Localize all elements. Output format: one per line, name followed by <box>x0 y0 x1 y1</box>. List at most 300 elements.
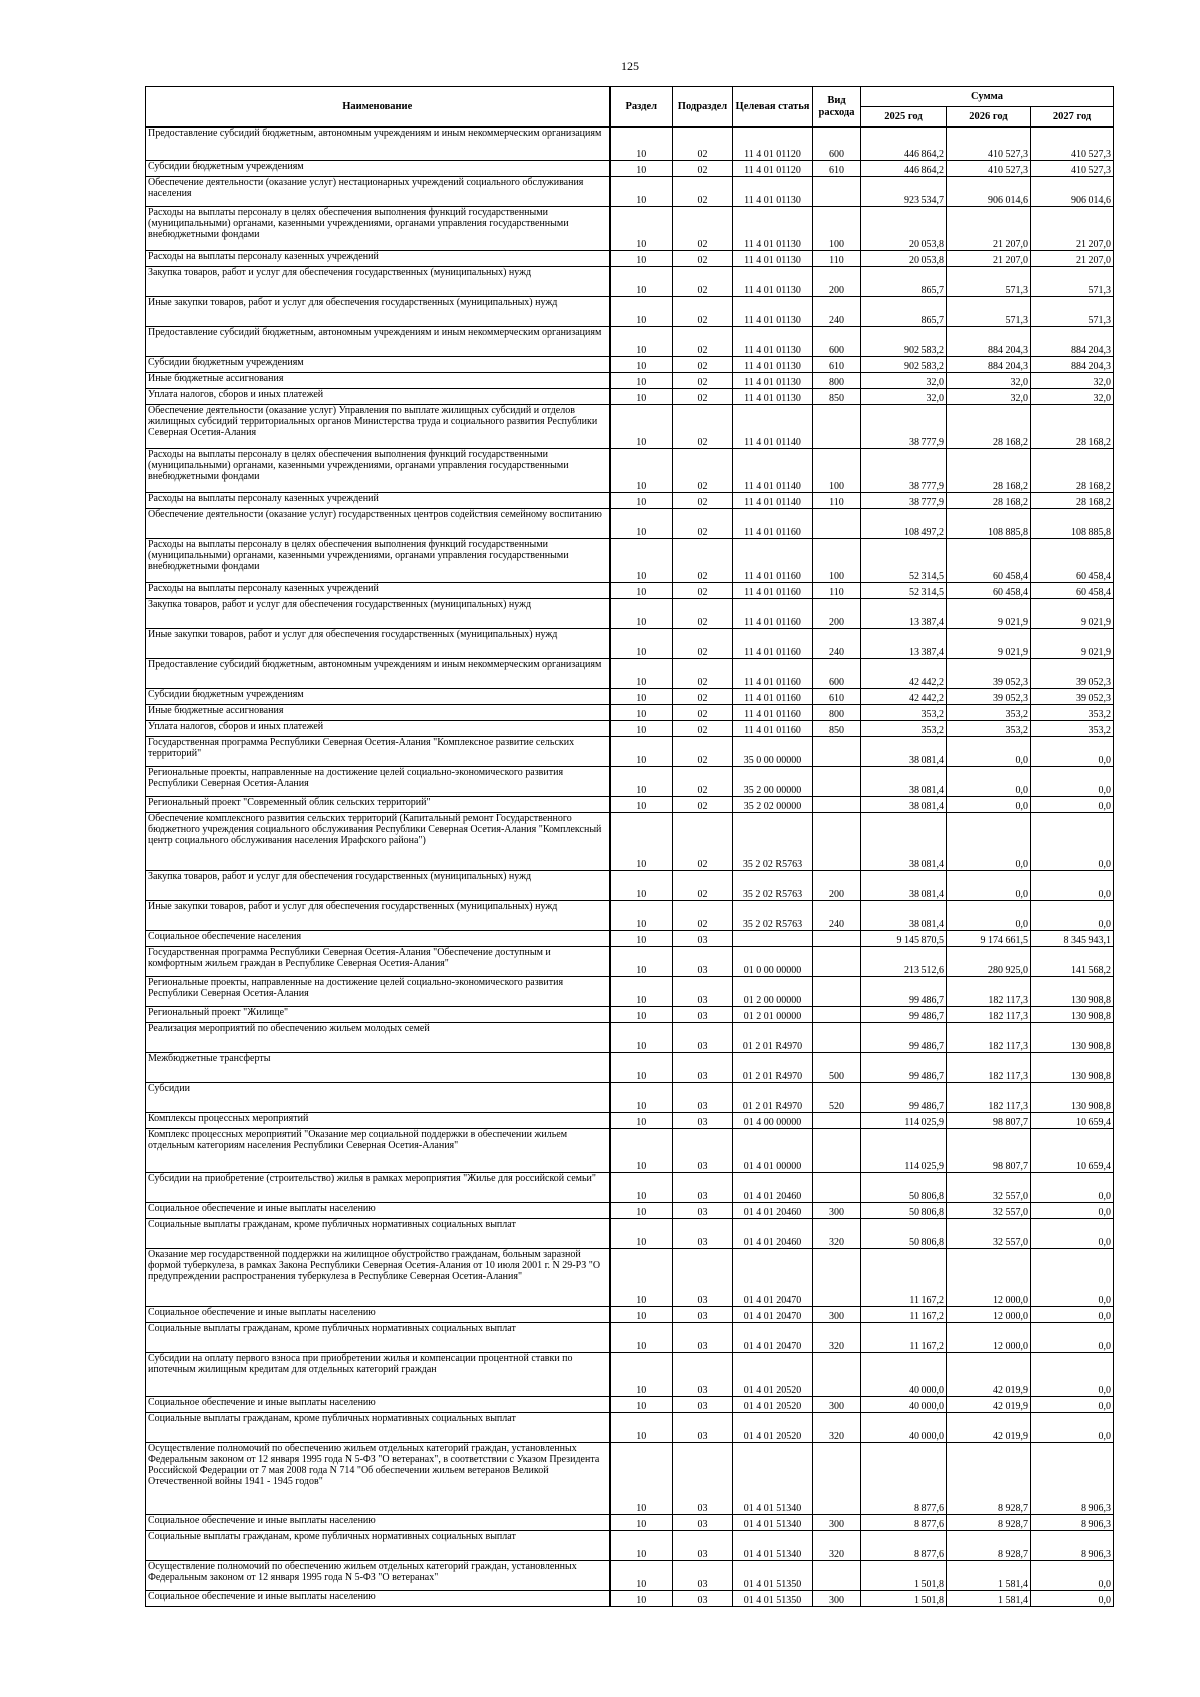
row-sum-2025: 114 025,9 <box>861 1128 947 1172</box>
row-section: 10 <box>610 538 673 582</box>
row-subsection: 02 <box>673 628 733 658</box>
row-subsection: 03 <box>673 930 733 946</box>
row-sum-2025: 50 806,8 <box>861 1172 947 1202</box>
row-name: Расходы на выплаты персоналу казенных учреждений <box>146 492 610 508</box>
row-sum-2027: 60 458,4 <box>1031 538 1114 582</box>
row-sum-2026: 42 019,9 <box>947 1412 1031 1442</box>
row-sum-2026: 1 581,4 <box>947 1590 1031 1606</box>
row-name: Социальное обеспечение и иные выплаты населению <box>146 1306 610 1322</box>
header-year-2025: 2025 год <box>861 107 947 128</box>
table-row <box>146 1322 1114 1352</box>
row-sum-2025: 38 081,4 <box>861 796 947 812</box>
row-sum-2027: 906 014,6 <box>1031 176 1114 206</box>
row-subsection: 03 <box>673 1022 733 1052</box>
row-target: 01 2 01 R4970 <box>733 1052 813 1082</box>
table-row <box>146 1112 1114 1128</box>
row-target <box>733 930 813 946</box>
row-subsection: 02 <box>673 160 733 176</box>
row-section: 10 <box>610 1218 673 1248</box>
row-subsection: 03 <box>673 976 733 1006</box>
table-row <box>146 176 1114 206</box>
table-row <box>146 1590 1114 1606</box>
row-sum-2025: 20 053,8 <box>861 206 947 250</box>
table-row <box>146 1218 1114 1248</box>
row-name: Расходы на выплаты персоналу в целях обеспечения выполнения функций государственными (муниципальными) органами, казенными учреждениями, органами управления государственными внебюджетными фондами <box>146 448 610 492</box>
row-section: 10 <box>610 250 673 266</box>
row-sum-2026: 32,0 <box>947 372 1031 388</box>
row-sum-2026: 98 807,7 <box>947 1112 1031 1128</box>
row-target: 01 4 00 00000 <box>733 1112 813 1128</box>
row-name: Комплекс процессных мероприятий "Оказание мер социальной поддержки в обеспечении жильем отдельным категориям населения Республики Северная Осетия-Алания" <box>146 1128 610 1172</box>
row-subsection: 03 <box>673 1352 733 1396</box>
row-target: 11 4 01 01130 <box>733 250 813 266</box>
table-row <box>146 688 1114 704</box>
row-target: 01 2 01 R4970 <box>733 1022 813 1052</box>
header-type: Вид расхода <box>813 87 861 128</box>
row-sum-2025: 32,0 <box>861 388 947 404</box>
row-sum-2027: 0,0 <box>1031 766 1114 796</box>
row-name: Региональные проекты, направленные на достижение целей социально-экономического развития Республики Северная Осетия-Алания <box>146 766 610 796</box>
table-row <box>146 160 1114 176</box>
row-sum-2027: 32,0 <box>1031 388 1114 404</box>
row-sum-2026: 182 117,3 <box>947 1022 1031 1052</box>
table-row <box>146 1442 1114 1514</box>
row-section: 10 <box>610 946 673 976</box>
row-subsection: 02 <box>673 720 733 736</box>
row-sum-2026: 12 000,0 <box>947 1306 1031 1322</box>
row-target: 01 2 00 00000 <box>733 976 813 1006</box>
row-sum-2026: 906 014,6 <box>947 176 1031 206</box>
row-type: 300 <box>813 1202 861 1218</box>
row-sum-2026: 12 000,0 <box>947 1322 1031 1352</box>
row-sum-2027: 10 659,4 <box>1031 1128 1114 1172</box>
row-section: 10 <box>610 1396 673 1412</box>
row-sum-2025: 902 583,2 <box>861 356 947 372</box>
table-row <box>146 704 1114 720</box>
row-subsection: 02 <box>673 688 733 704</box>
row-sum-2026: 182 117,3 <box>947 1052 1031 1082</box>
row-sum-2027: 130 908,8 <box>1031 1082 1114 1112</box>
row-subsection: 02 <box>673 372 733 388</box>
row-type: 300 <box>813 1396 861 1412</box>
row-target: 11 4 01 01130 <box>733 206 813 250</box>
row-subsection: 02 <box>673 508 733 538</box>
row-target: 35 2 02 R5763 <box>733 870 813 900</box>
row-sum-2027: 884 204,3 <box>1031 326 1114 356</box>
row-sum-2026: 0,0 <box>947 870 1031 900</box>
row-sum-2025: 20 053,8 <box>861 250 947 266</box>
row-sum-2027: 0,0 <box>1031 1218 1114 1248</box>
row-sum-2027: 571,3 <box>1031 296 1114 326</box>
row-type <box>813 930 861 946</box>
row-sum-2026: 884 204,3 <box>947 356 1031 372</box>
row-type: 320 <box>813 1412 861 1442</box>
row-type <box>813 1560 861 1590</box>
row-sum-2025: 99 486,7 <box>861 1006 947 1022</box>
row-target: 01 4 01 51340 <box>733 1530 813 1560</box>
row-subsection: 03 <box>673 1306 733 1322</box>
row-name: Иные закупки товаров, работ и услуг для обеспечения государственных (муниципальных) нужд <box>146 296 610 326</box>
row-sum-2027: 28 168,2 <box>1031 492 1114 508</box>
row-sum-2025: 9 145 870,5 <box>861 930 947 946</box>
row-subsection: 02 <box>673 538 733 582</box>
row-name: Субсидии на оплату первого взноса при приобретении жилья и компенсации процентной ставки по ипотечным жилищным кредитам для отдельных категорий граждан <box>146 1352 610 1396</box>
row-section: 10 <box>610 976 673 1006</box>
row-type: 520 <box>813 1082 861 1112</box>
row-type: 200 <box>813 598 861 628</box>
row-sum-2025: 50 806,8 <box>861 1202 947 1218</box>
row-sum-2025: 1 501,8 <box>861 1560 947 1590</box>
row-subsection: 02 <box>673 127 733 160</box>
table-row <box>146 1052 1114 1082</box>
row-section: 10 <box>610 1306 673 1322</box>
row-section: 10 <box>610 448 673 492</box>
row-section: 10 <box>610 704 673 720</box>
row-name: Осуществление полномочий по обеспечению жильем отдельных категорий граждан, установленных Федеральным законом от 12 января 1995 года N 5-ФЗ "О ветеранах", в соответствии с Указом Президента Российской Федерации от 7 мая 2008 года N 714 "Об обеспечении жильем ветеранов Великой Отечественной войны 1941 - 1945 годов" <box>146 1442 610 1514</box>
row-name: Предоставление субсидий бюджетным, автономным учреждениям и иным некоммерческим организациям <box>146 326 610 356</box>
row-target: 35 2 02 R5763 <box>733 900 813 930</box>
row-sum-2027: 141 568,2 <box>1031 946 1114 976</box>
row-section: 10 <box>610 1112 673 1128</box>
row-section: 10 <box>610 1248 673 1306</box>
row-target: 11 4 01 01160 <box>733 582 813 598</box>
row-sum-2027: 0,0 <box>1031 870 1114 900</box>
row-type <box>813 1172 861 1202</box>
row-type <box>813 812 861 870</box>
table-row <box>146 1128 1114 1172</box>
table-row <box>146 628 1114 658</box>
row-section: 10 <box>610 492 673 508</box>
row-sum-2025: 38 081,4 <box>861 900 947 930</box>
row-type: 850 <box>813 720 861 736</box>
table-row <box>146 766 1114 796</box>
row-sum-2027: 0,0 <box>1031 900 1114 930</box>
row-target: 11 4 01 01130 <box>733 176 813 206</box>
header-section: Раздел <box>610 87 673 128</box>
row-section: 10 <box>610 1514 673 1530</box>
row-sum-2026: 0,0 <box>947 900 1031 930</box>
row-sum-2027: 60 458,4 <box>1031 582 1114 598</box>
table-row <box>146 812 1114 870</box>
row-subsection: 02 <box>673 812 733 870</box>
row-subsection: 03 <box>673 1322 733 1352</box>
row-section: 10 <box>610 296 673 326</box>
row-target: 01 4 01 20460 <box>733 1218 813 1248</box>
row-type: 110 <box>813 492 861 508</box>
row-target: 11 4 01 01160 <box>733 688 813 704</box>
row-sum-2025: 52 314,5 <box>861 582 947 598</box>
row-sum-2025: 42 442,2 <box>861 688 947 704</box>
row-target: 01 4 01 20520 <box>733 1396 813 1412</box>
row-sum-2025: 38 777,9 <box>861 492 947 508</box>
row-section: 10 <box>610 160 673 176</box>
row-sum-2025: 213 512,6 <box>861 946 947 976</box>
row-name: Уплата налогов, сборов и иных платежей <box>146 388 610 404</box>
row-target: 11 4 01 01160 <box>733 704 813 720</box>
row-type <box>813 1128 861 1172</box>
row-sum-2026: 410 527,3 <box>947 160 1031 176</box>
row-sum-2026: 32,0 <box>947 388 1031 404</box>
row-section: 10 <box>610 658 673 688</box>
row-section: 10 <box>610 900 673 930</box>
row-name: Социальные выплаты гражданам, кроме публичных нормативных социальных выплат <box>146 1412 610 1442</box>
row-subsection: 03 <box>673 1412 733 1442</box>
row-target: 01 4 01 20520 <box>733 1352 813 1396</box>
row-name: Социальное обеспечение населения <box>146 930 610 946</box>
table-row <box>146 946 1114 976</box>
row-target: 11 4 01 01160 <box>733 508 813 538</box>
row-sum-2025: 13 387,4 <box>861 628 947 658</box>
table-row <box>146 326 1114 356</box>
row-name: Иные бюджетные ассигнования <box>146 704 610 720</box>
row-target: 01 4 01 20460 <box>733 1172 813 1202</box>
row-name: Уплата налогов, сборов и иных платежей <box>146 720 610 736</box>
row-subsection: 03 <box>673 1590 733 1606</box>
row-type: 100 <box>813 448 861 492</box>
row-sum-2026: 28 168,2 <box>947 448 1031 492</box>
row-sum-2026: 21 207,0 <box>947 250 1031 266</box>
row-type <box>813 736 861 766</box>
row-sum-2025: 923 534,7 <box>861 176 947 206</box>
row-section: 10 <box>610 930 673 946</box>
row-sum-2027: 0,0 <box>1031 736 1114 766</box>
row-sum-2027: 130 908,8 <box>1031 1006 1114 1022</box>
row-target: 11 4 01 01130 <box>733 356 813 372</box>
row-section: 10 <box>610 1530 673 1560</box>
row-sum-2025: 1 501,8 <box>861 1590 947 1606</box>
row-sum-2027: 0,0 <box>1031 1560 1114 1590</box>
row-sum-2027: 0,0 <box>1031 1322 1114 1352</box>
table-row <box>146 582 1114 598</box>
row-subsection: 02 <box>673 448 733 492</box>
row-target: 11 4 01 01130 <box>733 266 813 296</box>
row-sum-2026: 8 928,7 <box>947 1442 1031 1514</box>
row-name: Обеспечение деятельности (оказание услуг) Управления по выплате жилищных субсидий и отделов жилищных субсидий территориальных органов Министерства труда и социального развития Республики Северная Осетия-Алания <box>146 404 610 448</box>
row-section: 10 <box>610 1352 673 1396</box>
row-sum-2027: 130 908,8 <box>1031 1052 1114 1082</box>
header-sum: Сумма <box>861 87 1114 107</box>
row-sum-2026: 0,0 <box>947 796 1031 812</box>
row-type: 110 <box>813 250 861 266</box>
row-section: 10 <box>610 1082 673 1112</box>
row-sum-2027: 28 168,2 <box>1031 404 1114 448</box>
table-row <box>146 356 1114 372</box>
row-sum-2026: 42 019,9 <box>947 1396 1031 1412</box>
row-subsection: 03 <box>673 1202 733 1218</box>
table-row <box>146 1514 1114 1530</box>
row-sum-2025: 11 167,2 <box>861 1248 947 1306</box>
row-sum-2026: 182 117,3 <box>947 1082 1031 1112</box>
row-name: Государственная программа Республики Северная Осетия-Алания "Комплексное развитие сельских территорий" <box>146 736 610 766</box>
row-subsection: 02 <box>673 326 733 356</box>
row-sum-2025: 99 486,7 <box>861 1082 947 1112</box>
row-name: Закупка товаров, работ и услуг для обеспечения государственных (муниципальных) нужд <box>146 870 610 900</box>
row-subsection: 03 <box>673 1514 733 1530</box>
row-subsection: 03 <box>673 1128 733 1172</box>
row-type: 240 <box>813 628 861 658</box>
row-sum-2026: 571,3 <box>947 296 1031 326</box>
row-name: Закупка товаров, работ и услуг для обеспечения государственных (муниципальных) нужд <box>146 598 610 628</box>
row-target: 11 4 01 01160 <box>733 538 813 582</box>
row-type: 320 <box>813 1218 861 1248</box>
header-target: Целевая статья <box>733 87 813 128</box>
row-type <box>813 404 861 448</box>
row-section: 10 <box>610 356 673 372</box>
table-row <box>146 492 1114 508</box>
row-sum-2027: 39 052,3 <box>1031 688 1114 704</box>
row-sum-2027: 884 204,3 <box>1031 356 1114 372</box>
table-row <box>146 372 1114 388</box>
row-target: 11 4 01 01160 <box>733 720 813 736</box>
row-sum-2025: 8 877,6 <box>861 1442 947 1514</box>
row-sum-2027: 8 345 943,1 <box>1031 930 1114 946</box>
row-sum-2025: 38 081,4 <box>861 766 947 796</box>
row-sum-2025: 99 486,7 <box>861 1022 947 1052</box>
row-subsection: 02 <box>673 870 733 900</box>
row-type: 610 <box>813 160 861 176</box>
row-name: Субсидии <box>146 1082 610 1112</box>
header-year-2026: 2026 год <box>947 107 1031 128</box>
table-row <box>146 1352 1114 1396</box>
row-name: Региональные проекты, направленные на достижение целей социально-экономического развития Республики Северная Осетия-Алания <box>146 976 610 1006</box>
row-target: 01 4 01 51340 <box>733 1514 813 1530</box>
row-subsection: 02 <box>673 206 733 250</box>
row-type: 240 <box>813 296 861 326</box>
table-row <box>146 250 1114 266</box>
page-number: 125 <box>621 59 639 73</box>
row-sum-2027: 0,0 <box>1031 1590 1114 1606</box>
row-sum-2026: 60 458,4 <box>947 582 1031 598</box>
table-row <box>146 127 1114 160</box>
table-row <box>146 1412 1114 1442</box>
row-target: 11 4 01 01140 <box>733 448 813 492</box>
row-section: 10 <box>610 598 673 628</box>
row-target: 11 4 01 01130 <box>733 326 813 356</box>
row-sum-2025: 11 167,2 <box>861 1322 947 1352</box>
row-sum-2027: 9 021,9 <box>1031 628 1114 658</box>
row-name: Социальное обеспечение и иные выплаты населению <box>146 1202 610 1218</box>
row-name: Реализация мероприятий по обеспечению жильем молодых семей <box>146 1022 610 1052</box>
row-type: 320 <box>813 1530 861 1560</box>
table-row <box>146 796 1114 812</box>
row-subsection: 02 <box>673 176 733 206</box>
row-type <box>813 796 861 812</box>
table-row <box>146 508 1114 538</box>
row-sum-2027: 0,0 <box>1031 1248 1114 1306</box>
row-target: 01 4 01 20460 <box>733 1202 813 1218</box>
row-section: 10 <box>610 870 673 900</box>
row-sum-2026: 39 052,3 <box>947 658 1031 688</box>
table-row <box>146 388 1114 404</box>
row-target: 01 4 01 20470 <box>733 1306 813 1322</box>
row-name: Предоставление субсидий бюджетным, автономным учреждениям и иным некоммерческим организациям <box>146 127 610 160</box>
row-target: 01 4 01 00000 <box>733 1128 813 1172</box>
row-subsection: 02 <box>673 658 733 688</box>
row-sum-2026: 0,0 <box>947 812 1031 870</box>
row-type: 600 <box>813 658 861 688</box>
row-subsection: 03 <box>673 1560 733 1590</box>
row-sum-2026: 98 807,7 <box>947 1128 1031 1172</box>
row-sum-2026: 32 557,0 <box>947 1218 1031 1248</box>
row-target: 35 2 00 00000 <box>733 766 813 796</box>
row-sum-2027: 108 885,8 <box>1031 508 1114 538</box>
row-section: 10 <box>610 1560 673 1590</box>
row-sum-2027: 21 207,0 <box>1031 206 1114 250</box>
row-name: Субсидии бюджетным учреждениям <box>146 356 610 372</box>
row-type: 600 <box>813 326 861 356</box>
row-name: Обеспечение комплексного развития сельских территорий (Капитальный ремонт Государственного бюджетного учреждения социального обслуживания Республики Северная Осетия-Алания "Комплексный центр социального обслуживания населения Ирафского района") <box>146 812 610 870</box>
row-section: 10 <box>610 766 673 796</box>
table-row <box>146 404 1114 448</box>
row-target: 11 4 01 01130 <box>733 388 813 404</box>
row-type <box>813 976 861 1006</box>
table-row <box>146 1172 1114 1202</box>
row-sum-2027: 0,0 <box>1031 812 1114 870</box>
row-sum-2027: 10 659,4 <box>1031 1112 1114 1128</box>
row-name: Предоставление субсидий бюджетным, автономным учреждениям и иным некоммерческим организациям <box>146 658 610 688</box>
row-sum-2025: 38 081,4 <box>861 870 947 900</box>
row-name: Обеспечение деятельности (оказание услуг) государственных центров содействия семейному воспитанию <box>146 508 610 538</box>
row-sum-2026: 280 925,0 <box>947 946 1031 976</box>
row-name: Социальное обеспечение и иные выплаты населению <box>146 1396 610 1412</box>
row-subsection: 03 <box>673 1396 733 1412</box>
row-target: 01 4 01 51340 <box>733 1442 813 1514</box>
row-section: 10 <box>610 1022 673 1052</box>
row-sum-2025: 40 000,0 <box>861 1412 947 1442</box>
row-name: Региональный проект "Современный облик сельских территорий" <box>146 796 610 812</box>
row-subsection: 02 <box>673 736 733 766</box>
row-sum-2026: 108 885,8 <box>947 508 1031 538</box>
row-sum-2027: 8 906,3 <box>1031 1530 1114 1560</box>
table-row <box>146 206 1114 250</box>
row-name: Расходы на выплаты персоналу казенных учреждений <box>146 582 610 598</box>
row-sum-2027: 353,2 <box>1031 704 1114 720</box>
table-row <box>146 448 1114 492</box>
row-sum-2027: 0,0 <box>1031 1396 1114 1412</box>
row-subsection: 02 <box>673 404 733 448</box>
row-sum-2025: 353,2 <box>861 704 947 720</box>
row-name: Осуществление полномочий по обеспечению жильем отдельных категорий граждан, установленных Федеральным законом от 12 января 1995 года N 5-ФЗ "О ветеранах" <box>146 1560 610 1590</box>
table-row <box>146 658 1114 688</box>
row-sum-2025: 99 486,7 <box>861 976 947 1006</box>
row-name: Межбюджетные трансферты <box>146 1052 610 1082</box>
row-sum-2025: 11 167,2 <box>861 1306 947 1322</box>
budget-table <box>145 86 1114 1607</box>
row-target: 35 0 00 00000 <box>733 736 813 766</box>
row-type <box>813 1112 861 1128</box>
row-target: 01 2 01 R4970 <box>733 1082 813 1112</box>
row-sum-2026: 1 581,4 <box>947 1560 1031 1590</box>
row-sum-2026: 410 527,3 <box>947 127 1031 160</box>
row-subsection: 03 <box>673 1218 733 1248</box>
table-row <box>146 1560 1114 1590</box>
row-section: 10 <box>610 720 673 736</box>
row-sum-2027: 0,0 <box>1031 1306 1114 1322</box>
row-subsection: 03 <box>673 1112 733 1128</box>
row-name: Расходы на выплаты персоналу в целях обеспечения выполнения функций государственными (муниципальными) органами, казенными учреждениями, органами управления государственными внебюджетными фондами <box>146 206 610 250</box>
row-subsection: 03 <box>673 1006 733 1022</box>
row-subsection: 02 <box>673 356 733 372</box>
row-type <box>813 766 861 796</box>
row-sum-2025: 865,7 <box>861 296 947 326</box>
row-sum-2027: 39 052,3 <box>1031 658 1114 688</box>
row-sum-2026: 8 928,7 <box>947 1530 1031 1560</box>
row-sum-2026: 12 000,0 <box>947 1248 1031 1306</box>
row-name: Иные закупки товаров, работ и услуг для обеспечения государственных (муниципальных) нужд <box>146 900 610 930</box>
row-sum-2026: 39 052,3 <box>947 688 1031 704</box>
row-name: Государственная программа Республики Северная Осетия-Алания "Обеспечение доступным и комфортным жильем граждан в Республике Северная Осетия-Алания" <box>146 946 610 976</box>
row-subsection: 02 <box>673 266 733 296</box>
